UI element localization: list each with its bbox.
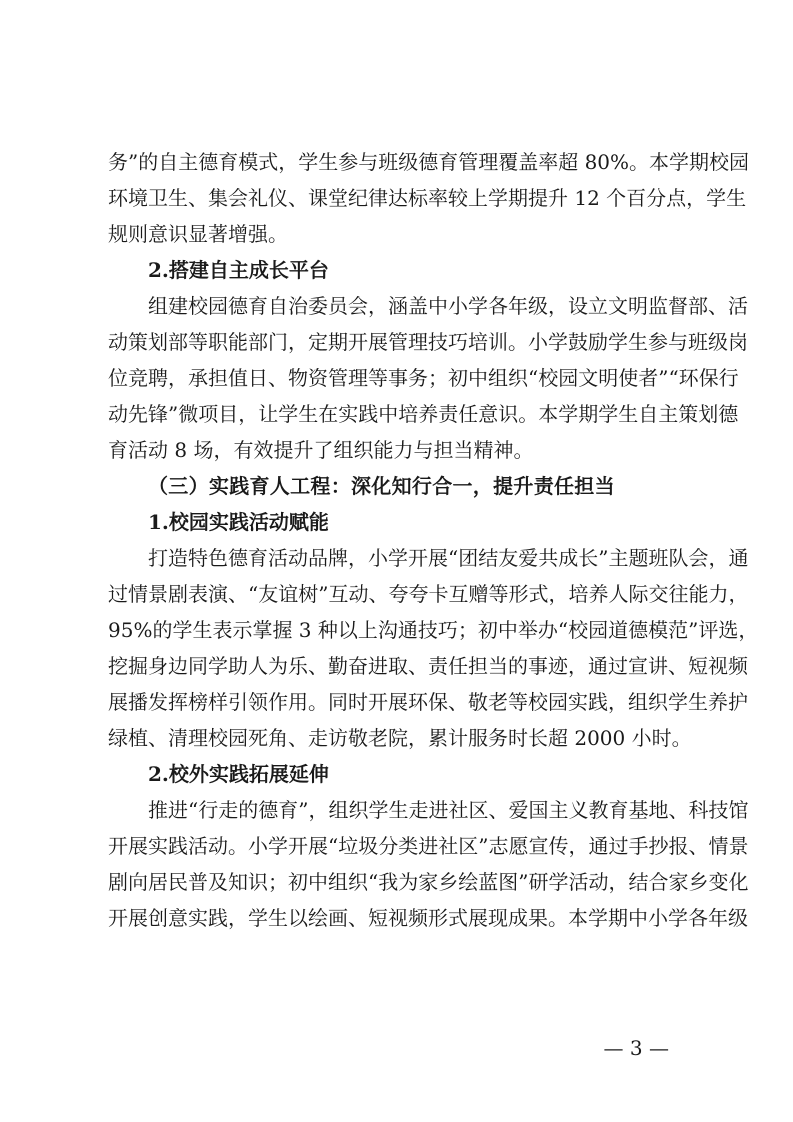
body-line: 务”的自主德育模式，学生参与班级德育管理覆盖率超 80%。本学期校园 [108,150,750,174]
document-body [108,144,759,936]
section-heading: （三）实践育人工程：深化知行合一，提升责任担当 [148,474,615,498]
body-line: 展播发挥榜样引领作用。同时开展环保、敬老等校园实践，组织学生养护 [108,690,748,714]
page-number: — 3 — [603,1036,669,1060]
body-line: 过情景剧表演、“友谊树”互动、夸夸卡互赠等形式，培养人际交往能力， [108,582,749,606]
body-line: 动先锋”微项目，让学生在实践中培养责任意识。本学期学生自主策划德 [108,402,739,426]
subsection-heading: 2.搭建自主成长平台 [148,258,329,282]
body-line: 打造特色德育活动品牌，小学开展“团结友爱共成长”主题班队会，通 [148,546,749,570]
body-line: 组建校园德育自治委员会，涵盖中小学各年级，设立文明监督部、活 [148,294,748,318]
body-line: 环境卫生、集会礼仪、课堂纪律达标率较上学期提升 12 个百分点，学生 [108,186,747,210]
body-line: 开展实践活动。小学开展“垃圾分类进社区”志愿宣传，通过手抄报、情景 [108,834,749,858]
subsection-heading: 2.校外实践拓展延伸 [148,762,329,786]
body-line: 绿植、清理校园死角、走访敬老院，累计服务时长超 2000 小时。 [108,726,692,750]
body-line: 规则意识显著增强。 [108,222,288,246]
subsection-heading: 1.校园实践活动赋能 [148,510,329,534]
body-line: 动策划部等职能部门，定期开展管理技巧培训。小学鼓励学生参与班级岗 [108,330,748,354]
body-line: 开展创意实践，学生以绘画、短视频形式展现成果。本学期中小学各年级 [108,906,748,930]
body-line: 育活动 8 场，有效提升了组织能力与担当精神。 [108,438,534,462]
body-line: 挖掘身边同学助人为乐、勤奋进取、责任担当的事迹，通过宣讲、短视频 [108,654,748,678]
body-line: 剧向居民普及知识；初中组织“我为家乡绘蓝图”研学活动，结合家乡变化 [108,870,749,894]
body-line: 推进“行走的德育”，组织学生走进社区、爱国主义教育基地、科技馆 [148,798,749,822]
body-line: 95%的学生表示掌握 3 种以上沟通技巧；初中举办“校园道德模范”评选， [108,618,759,642]
body-line: 位竞聘，承担值日、物资管理等事务；初中组织“校园文明使者”“环保行 [108,366,739,390]
